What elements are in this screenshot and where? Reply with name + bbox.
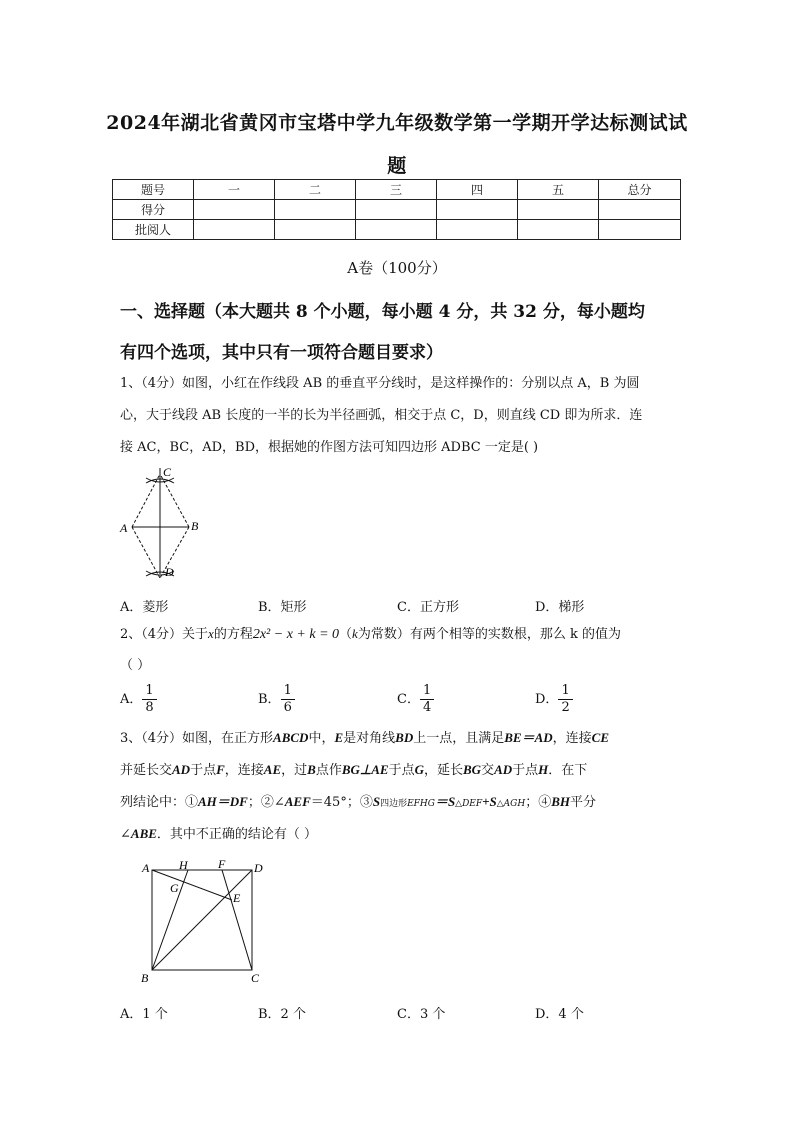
q2-line1: [120, 627, 621, 641]
q3-text: ，延长: [423, 763, 463, 778]
q3-line2: [120, 763, 587, 777]
fraction-den: 6: [283, 700, 292, 715]
label-f: F: [218, 857, 226, 871]
q3-line1: [120, 731, 609, 745]
score-header-cell: 三: [356, 180, 437, 200]
q2-option-a[interactable]: [120, 683, 157, 716]
q3-text: 点作: [315, 763, 342, 778]
q3-math: BG⊥AE: [341, 762, 389, 777]
fraction-num: 1: [558, 683, 572, 700]
q2-line2: （ ）: [120, 658, 151, 673]
q2-option-c[interactable]: [397, 683, 434, 716]
score-table-row: [113, 220, 681, 240]
q2-option-d[interactable]: [535, 683, 573, 716]
score-cell[interactable]: [194, 220, 275, 240]
q3-math: E: [334, 730, 344, 745]
fraction-num: 1: [420, 683, 434, 700]
q2-option-b[interactable]: [258, 683, 295, 716]
score-cell[interactable]: [356, 220, 437, 240]
q3-subscript: △DEF: [455, 799, 483, 809]
q3-option-c[interactable]: C．3 个: [397, 1007, 446, 1022]
q3-math: ABCD: [273, 730, 309, 745]
label-a: A: [120, 521, 128, 535]
q3-math: BE＝AD: [504, 730, 553, 745]
q3-text: 于点: [190, 763, 217, 778]
q3-math: BH: [551, 794, 571, 809]
option-label: C．: [397, 692, 420, 707]
label-e: E: [233, 891, 241, 905]
q3-text: ；②∠: [247, 795, 285, 810]
q3-text: ，连接: [552, 731, 592, 746]
part-title: A卷（100分）: [347, 259, 447, 277]
q3-math: BG: [462, 762, 482, 777]
fraction-den: 2: [561, 700, 570, 715]
q3-text: 列结论中：①: [120, 795, 199, 810]
q2-prefix: 2、（4分）关于: [120, 627, 209, 642]
q2-equation: 2x² − x + k = 0: [252, 627, 340, 642]
score-row-label: 得分: [113, 200, 194, 220]
q3-option-a[interactable]: A．1 个: [120, 1007, 168, 1022]
section-title-line2: 有四个选项，其中只有一项符合题目要求）: [120, 343, 443, 363]
label-c: C: [251, 971, 260, 985]
q3-text: 平分: [570, 795, 597, 810]
score-cell[interactable]: [356, 200, 437, 220]
q3-text: ∠: [120, 827, 131, 842]
q1-option-a[interactable]: A．菱形: [120, 600, 169, 615]
q3-figure: [136, 854, 276, 988]
score-table: [112, 179, 681, 240]
score-cell[interactable]: [599, 200, 681, 220]
label-d: D: [254, 861, 263, 875]
score-cell[interactable]: [437, 200, 518, 220]
label-h: H: [179, 858, 188, 872]
segment-ae: [152, 870, 232, 900]
fraction: [420, 683, 434, 716]
q1-line2: 心，大于线段 AB 长度的一半的长为半径画弧，相交于点 C，D，则直线 CD 即为所求．连: [120, 408, 643, 423]
label-c: C: [163, 465, 172, 479]
q3-text: 并延长交: [120, 763, 173, 778]
q2-mid: 的方程: [213, 627, 253, 642]
fraction: [281, 683, 295, 716]
q3-text: 于点: [388, 763, 415, 778]
q3-math: AEF: [284, 794, 311, 809]
label-d: D: [165, 565, 174, 579]
q2-paren-open: （: [339, 627, 353, 642]
score-row-label: 批阅人: [113, 220, 194, 240]
q3-math: BD: [395, 730, 414, 745]
q3-text: ；④: [525, 795, 552, 810]
score-header-cell: 一: [194, 180, 275, 200]
fraction: [558, 683, 572, 716]
q3-text: 上一点，且满足: [413, 731, 505, 746]
q2-var-x: x: [208, 626, 214, 641]
q3-text: 交: [481, 763, 495, 778]
score-cell[interactable]: [518, 200, 599, 220]
q3-math: AH＝DF: [198, 794, 248, 809]
fraction-den: 8: [145, 700, 154, 715]
q3-math: H: [538, 762, 549, 777]
q3-text: 于点: [512, 763, 539, 778]
q3-subscript: 四边形: [380, 799, 408, 809]
option-label: A．: [120, 692, 143, 707]
fraction-den: 4: [422, 700, 432, 715]
fraction-num: 1: [281, 683, 295, 700]
label-a: A: [142, 861, 150, 875]
q3-math: S: [372, 794, 381, 809]
q1-option-c[interactable]: C．正方形: [397, 600, 459, 615]
q3-math: G: [414, 762, 424, 777]
q3-text: ，连接: [224, 763, 264, 778]
q3-math: AD: [172, 762, 191, 777]
q1-option-b[interactable]: B．矩形: [258, 600, 307, 615]
q3-option-b[interactable]: B．2 个: [258, 1007, 306, 1022]
option-label: D．: [535, 692, 559, 707]
q3-text: ，过: [281, 763, 308, 778]
q3-text: ＝45°；③: [310, 795, 373, 810]
score-cell[interactable]: [437, 220, 518, 240]
q3-line4: [120, 827, 317, 841]
q3-math: ABE: [130, 826, 157, 841]
score-table-header-row: [113, 180, 681, 200]
q1-figure: [110, 462, 210, 582]
q3-text: 中，: [308, 731, 335, 746]
q3-math: CE: [591, 730, 609, 745]
score-header-cell: 四: [437, 180, 518, 200]
q3-math: F: [216, 762, 225, 777]
q3-math: AD: [494, 762, 513, 777]
doc-title-line1: 2024年湖北省黄冈市宝塔中学九年级数学第一学期开学达标测试试: [106, 112, 688, 134]
score-header-cell: 五: [518, 180, 599, 200]
q3-text: 是对角线: [343, 731, 396, 746]
q2-paren-rest: 为常数）有两个相等的实数根，那么 k 的值为: [357, 627, 621, 642]
fraction: [142, 683, 156, 716]
score-table-row: [113, 200, 681, 220]
q2-var-k: k: [352, 626, 358, 641]
score-cell[interactable]: [275, 220, 356, 240]
score-header-cell: 二: [275, 180, 356, 200]
q3-subscript: △AGH: [496, 799, 526, 809]
label-b: B: [141, 971, 149, 985]
score-header-cell: 题号: [113, 180, 194, 200]
q1-option-d[interactable]: D．梯形: [535, 600, 585, 615]
section-title-line1: 一、选择题（本大题共 8 个小题，每小题 4 分，共 32 分，每小题均: [120, 302, 645, 322]
q3-math: +S: [482, 794, 497, 809]
q3-line3: [120, 795, 596, 811]
q3-math: AE: [263, 762, 282, 777]
q3-math: ＝S: [434, 794, 456, 809]
q3-text: ．其中不正确的结论有（ ）: [156, 827, 318, 842]
q1-line3: 接 AC，BC，AD，BD，根据她的作图方法可知四边形 ADBC 一定是( ): [120, 440, 539, 455]
option-label: B．: [258, 692, 281, 707]
score-cell[interactable]: [275, 200, 356, 220]
q3-subscript: EFHG: [407, 799, 435, 809]
q3-option-d[interactable]: D．4 个: [535, 1007, 584, 1022]
score-cell[interactable]: [194, 200, 275, 220]
score-cell[interactable]: [518, 220, 599, 240]
q3-text: 3、（4分）如图，在正方形: [120, 731, 274, 746]
score-header-cell: 总分: [599, 180, 681, 200]
segment-ad: [132, 527, 160, 578]
q1-line1: 1、（4分）如图，小红在作线段 AB 的垂直平分线时，是这样操作的：分别以点 A，B 为圆: [120, 376, 640, 391]
q3-math: B: [307, 762, 316, 777]
label-b: B: [191, 519, 199, 533]
label-g: G: [170, 881, 179, 895]
doc-title-line2: 题: [387, 155, 407, 177]
score-cell[interactable]: [599, 220, 681, 240]
fraction-num: 1: [142, 683, 156, 700]
q3-text: ．在下: [548, 763, 588, 778]
